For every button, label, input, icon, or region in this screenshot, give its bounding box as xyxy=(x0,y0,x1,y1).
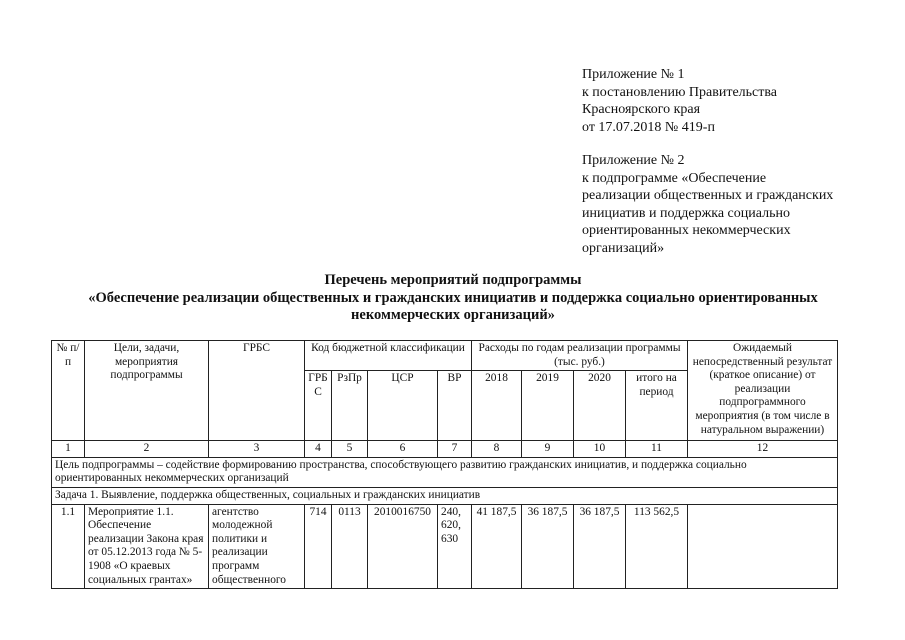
header-result: Ожидаемый непосредственный результат (краткое описание) от реализации подпрограммного мероприятия (в том числе в натуральном выражении) xyxy=(688,341,838,441)
row-2019: 36 187,5 xyxy=(522,504,574,589)
table-row xyxy=(52,504,838,589)
title-line: некоммерческих организаций» xyxy=(351,307,555,323)
row-grbs-code: 714 xyxy=(305,504,332,589)
column-number: 2 xyxy=(85,441,209,458)
appendix-1-block xyxy=(582,66,777,136)
appendix-2-line: Приложение № 2 xyxy=(582,153,685,168)
header-2018: 2018 xyxy=(472,371,522,441)
row-name: Мероприятие 1.1. Обеспечение реализации Закона края от 05.12.2013 года № 5-1908 «О краевых социальных грантах» xyxy=(85,504,209,589)
column-number: 5 xyxy=(332,441,368,458)
column-number: 6 xyxy=(368,441,438,458)
header-grbs-code: ГРБ С xyxy=(305,371,332,441)
row-num: 1.1 xyxy=(52,504,85,589)
row-total: 113 562,5 xyxy=(626,504,688,589)
goal-row xyxy=(52,457,838,487)
appendix-1-line: Приложение № 1 xyxy=(582,67,685,82)
task-text: Задача 1. Выявление, поддержка общественных, социальных и гражданских инициатив xyxy=(52,487,838,504)
goal-text: Цель подпрограммы – содействие формированию пространства, способствующего развитию гражданских инициатив, и поддержка социально ориентированных некоммерческих организаций xyxy=(52,457,838,487)
appendix-2-line: инициатив и поддержка социально xyxy=(582,205,790,221)
column-number: 10 xyxy=(574,441,626,458)
column-number: 9 xyxy=(522,441,574,458)
appendix-2-line: реализации общественных и гражданских xyxy=(582,188,834,203)
header-grbs: ГРБС xyxy=(209,341,305,441)
appendix-2-line: ориентированных некоммерческих xyxy=(582,223,791,238)
header-rzpr: РзПр xyxy=(332,371,368,441)
header-num: № п/п xyxy=(52,341,85,441)
task-row xyxy=(52,487,838,504)
row-result xyxy=(688,504,838,589)
appendix-1-line: к постановлению Правительства xyxy=(582,84,778,100)
appendix-2-line: к подпрограмме «Обеспечение xyxy=(582,170,767,186)
row-csr: 2010016750 xyxy=(368,504,438,589)
header-goals: Цели, задачи, мероприятия подпрограммы xyxy=(85,341,209,441)
header-csr: ЦСР xyxy=(368,371,438,441)
header-total: итого на период xyxy=(626,371,688,441)
row-rzpr: 0113 xyxy=(332,504,368,589)
column-number-row xyxy=(52,441,838,458)
header-2019: 2019 xyxy=(522,371,574,441)
title-line: «Обеспечение реализации общественных и гражданских инициатив и поддержка социально ориентированных xyxy=(88,289,818,306)
measures-table xyxy=(51,340,838,589)
header-row xyxy=(52,341,838,371)
row-grbs: агентство молодежной политики и реализации программ общественного xyxy=(209,504,305,589)
appendix-1-line: Красноярского края xyxy=(582,102,701,117)
header-expenses: Расходы по годам реализации программы (тыс. руб.) xyxy=(472,341,688,371)
appendix-1-line: от 17.07.2018 № 419-п xyxy=(582,119,715,135)
column-number: 4 xyxy=(305,441,332,458)
column-number: 1 xyxy=(52,441,85,458)
row-2020: 36 187,5 xyxy=(574,504,626,589)
appendix-2-block xyxy=(582,152,833,257)
header-budget-code: Код бюджетной классификации xyxy=(305,341,472,371)
header-2020: 2020 xyxy=(574,371,626,441)
column-number: 12 xyxy=(688,441,838,458)
appendix-2-line: организаций» xyxy=(582,240,665,256)
title-line: Перечень мероприятий подпрограммы xyxy=(324,272,582,288)
column-number: 3 xyxy=(209,441,305,458)
document-title xyxy=(40,272,866,325)
column-number: 8 xyxy=(472,441,522,458)
row-vr: 240, 620, 630 xyxy=(438,504,472,589)
row-2018: 41 187,5 xyxy=(472,504,522,589)
header-vr: ВР xyxy=(438,371,472,441)
column-number: 7 xyxy=(438,441,472,458)
column-number: 11 xyxy=(626,441,688,458)
